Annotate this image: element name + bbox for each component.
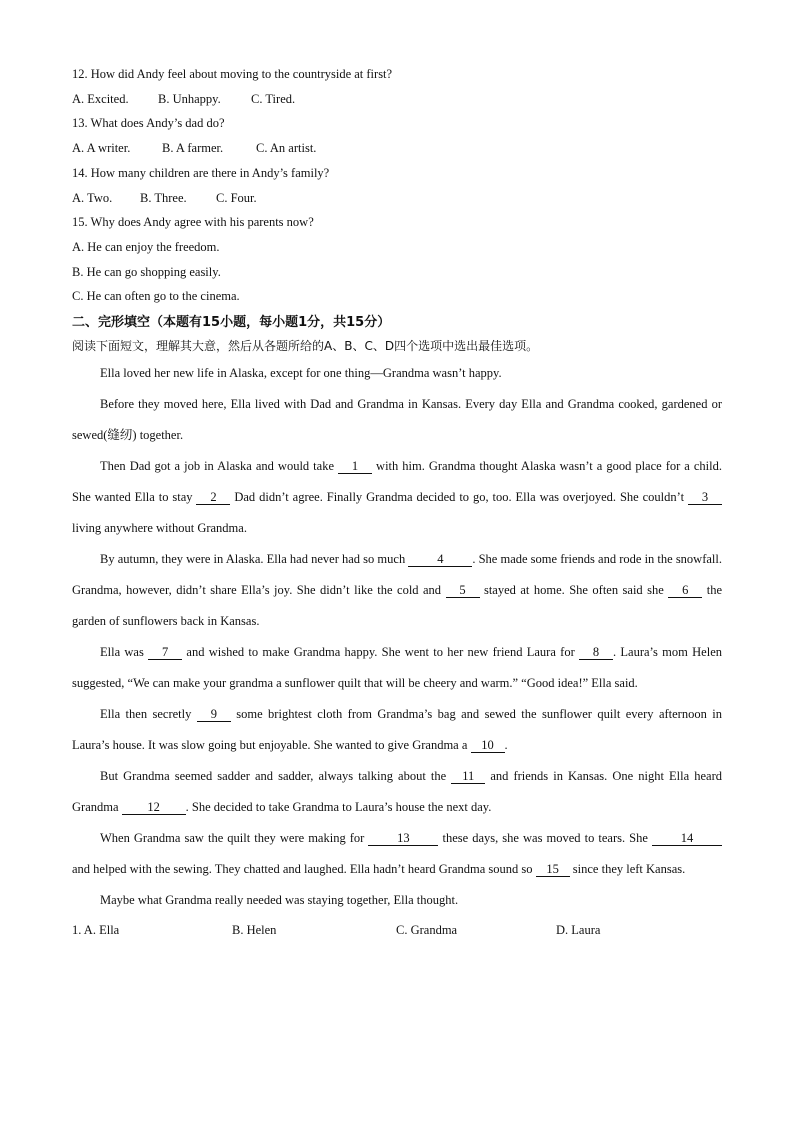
option-a: 1. A. Ella xyxy=(72,923,120,938)
blank-2: 2 xyxy=(196,490,230,505)
option-a: A. Two. xyxy=(72,190,113,205)
option-b: B. A farmer. xyxy=(162,141,224,156)
blank-12: 12 xyxy=(122,800,186,815)
exam-page xyxy=(72,62,722,942)
passage-paragraph-5: Ella was 7 and wished to make Grandma happy. She went to her new friend Laura for 8 . Laura’s mom Helen suggested, “We can make your grandma a sunflower quilt that will be cheery and warm.” “Good idea!” Ella said. xyxy=(72,645,722,691)
section-instruction: 阅读下面短文，理解其大意，然后从各题所给的A、B、C、D四个选项中选出最佳选项。 xyxy=(72,339,539,354)
blank-13: 13 xyxy=(368,831,438,846)
question-14-options xyxy=(72,186,722,211)
question-12: 12. How did Andy feel about moving to the countryside at first? xyxy=(72,67,393,81)
option-b: B. Unhappy. xyxy=(158,91,221,106)
passage-paragraph-9: Maybe what Grandma really needed was staying together, Ella thought. xyxy=(100,893,459,908)
option-c: C. Four. xyxy=(216,190,257,205)
option-a: A. A writer. xyxy=(72,141,131,156)
option-a: A. Excited. xyxy=(72,91,129,106)
passage-paragraph-1: Ella loved her new life in Alaska, except for one thing—Grandma wasn’t happy. xyxy=(100,366,502,381)
blank-10: 10 xyxy=(471,738,505,753)
blank-3: 3 xyxy=(688,490,722,505)
blank-6: 6 xyxy=(668,583,702,598)
question-14: 14. How many children are there in Andy’s family? xyxy=(72,165,330,180)
section-title: 二、完形填空（本题有15小题，每小题1分，共15分） xyxy=(72,315,391,331)
option-d: D. Laura xyxy=(556,923,601,938)
question-13: 13. What does Andy’s dad do? xyxy=(72,116,225,131)
question-1-options xyxy=(72,918,722,942)
question-15-option-b: B. He can go shopping easily. xyxy=(72,264,221,279)
blank-7: 7 xyxy=(148,645,182,660)
blank-11: 11 xyxy=(451,769,485,784)
passage-paragraph-2: Before they moved here, Ella lived with Dad and Grandma in Kansas. Every day Ella and Grandma cooked, gardened or sewed(缝纫) together. xyxy=(72,397,722,443)
blank-9: 9 xyxy=(197,707,231,722)
blank-4: 4 xyxy=(408,552,472,567)
option-c: C. Tired. xyxy=(251,91,296,106)
question-15: 15. Why does Andy agree with his parents now? xyxy=(72,215,314,230)
passage-paragraph-7: But Grandma seemed sadder and sadder, always talking about the 11 and friends in Kansas. One night Ella heard Grandma 12 . She decided to take Grandma to Laura’s house the next day. xyxy=(72,769,722,815)
passage-paragraph-4: By autumn, they were in Alaska. Ella had never had so much 4 . She made some friends and rode in the snowfall. Grandma, however, didn’t share Ella’s joy. She didn’t like the cold and 5 stayed at home. She often said she 6 the garden of sunflowers back in Kansas. xyxy=(72,552,722,629)
blank-8: 8 xyxy=(579,645,613,660)
question-13-options xyxy=(72,136,722,161)
question-15-option-c: C. He can often go to the cinema. xyxy=(72,289,240,304)
blank-1: 1 xyxy=(338,459,372,474)
option-c: C. An artist. xyxy=(256,141,317,156)
question-12-options xyxy=(72,87,722,112)
passage-paragraph-3: Then Dad got a job in Alaska and would take 1 with him. Grandma thought Alaska wasn’t a good place for a child. She wanted Ella to stay 2 Dad didn’t agree. Finally Grandma decided to go, too. Ella was overjoyed. She couldn’t 3 living anywhere without Grandma. xyxy=(72,459,722,536)
passage-paragraph-6: Ella then secretly 9 some brightest cloth from Grandma’s bag and sewed the sunflower quilt every afternoon in Laura’s house. It was slow going but enjoyable. She wanted to give Grandma a 10 . xyxy=(72,707,722,753)
blank-14: 14 xyxy=(652,831,722,846)
question-15-option-a: A. He can enjoy the freedom. xyxy=(72,239,220,254)
passage-paragraph-8: When Grandma saw the quilt they were making for 13 these days, she was moved to tears. She 14 and helped with the sewing. They chatted and laughed. Ella hadn’t heard Grandma sound so 15 since they left Kansas. xyxy=(72,823,722,885)
blank-5: 5 xyxy=(446,583,480,598)
option-b: B. Helen xyxy=(232,923,277,938)
blank-15: 15 xyxy=(536,862,570,877)
option-c: C. Grandma xyxy=(396,923,458,938)
option-b: B. Three. xyxy=(140,190,187,205)
